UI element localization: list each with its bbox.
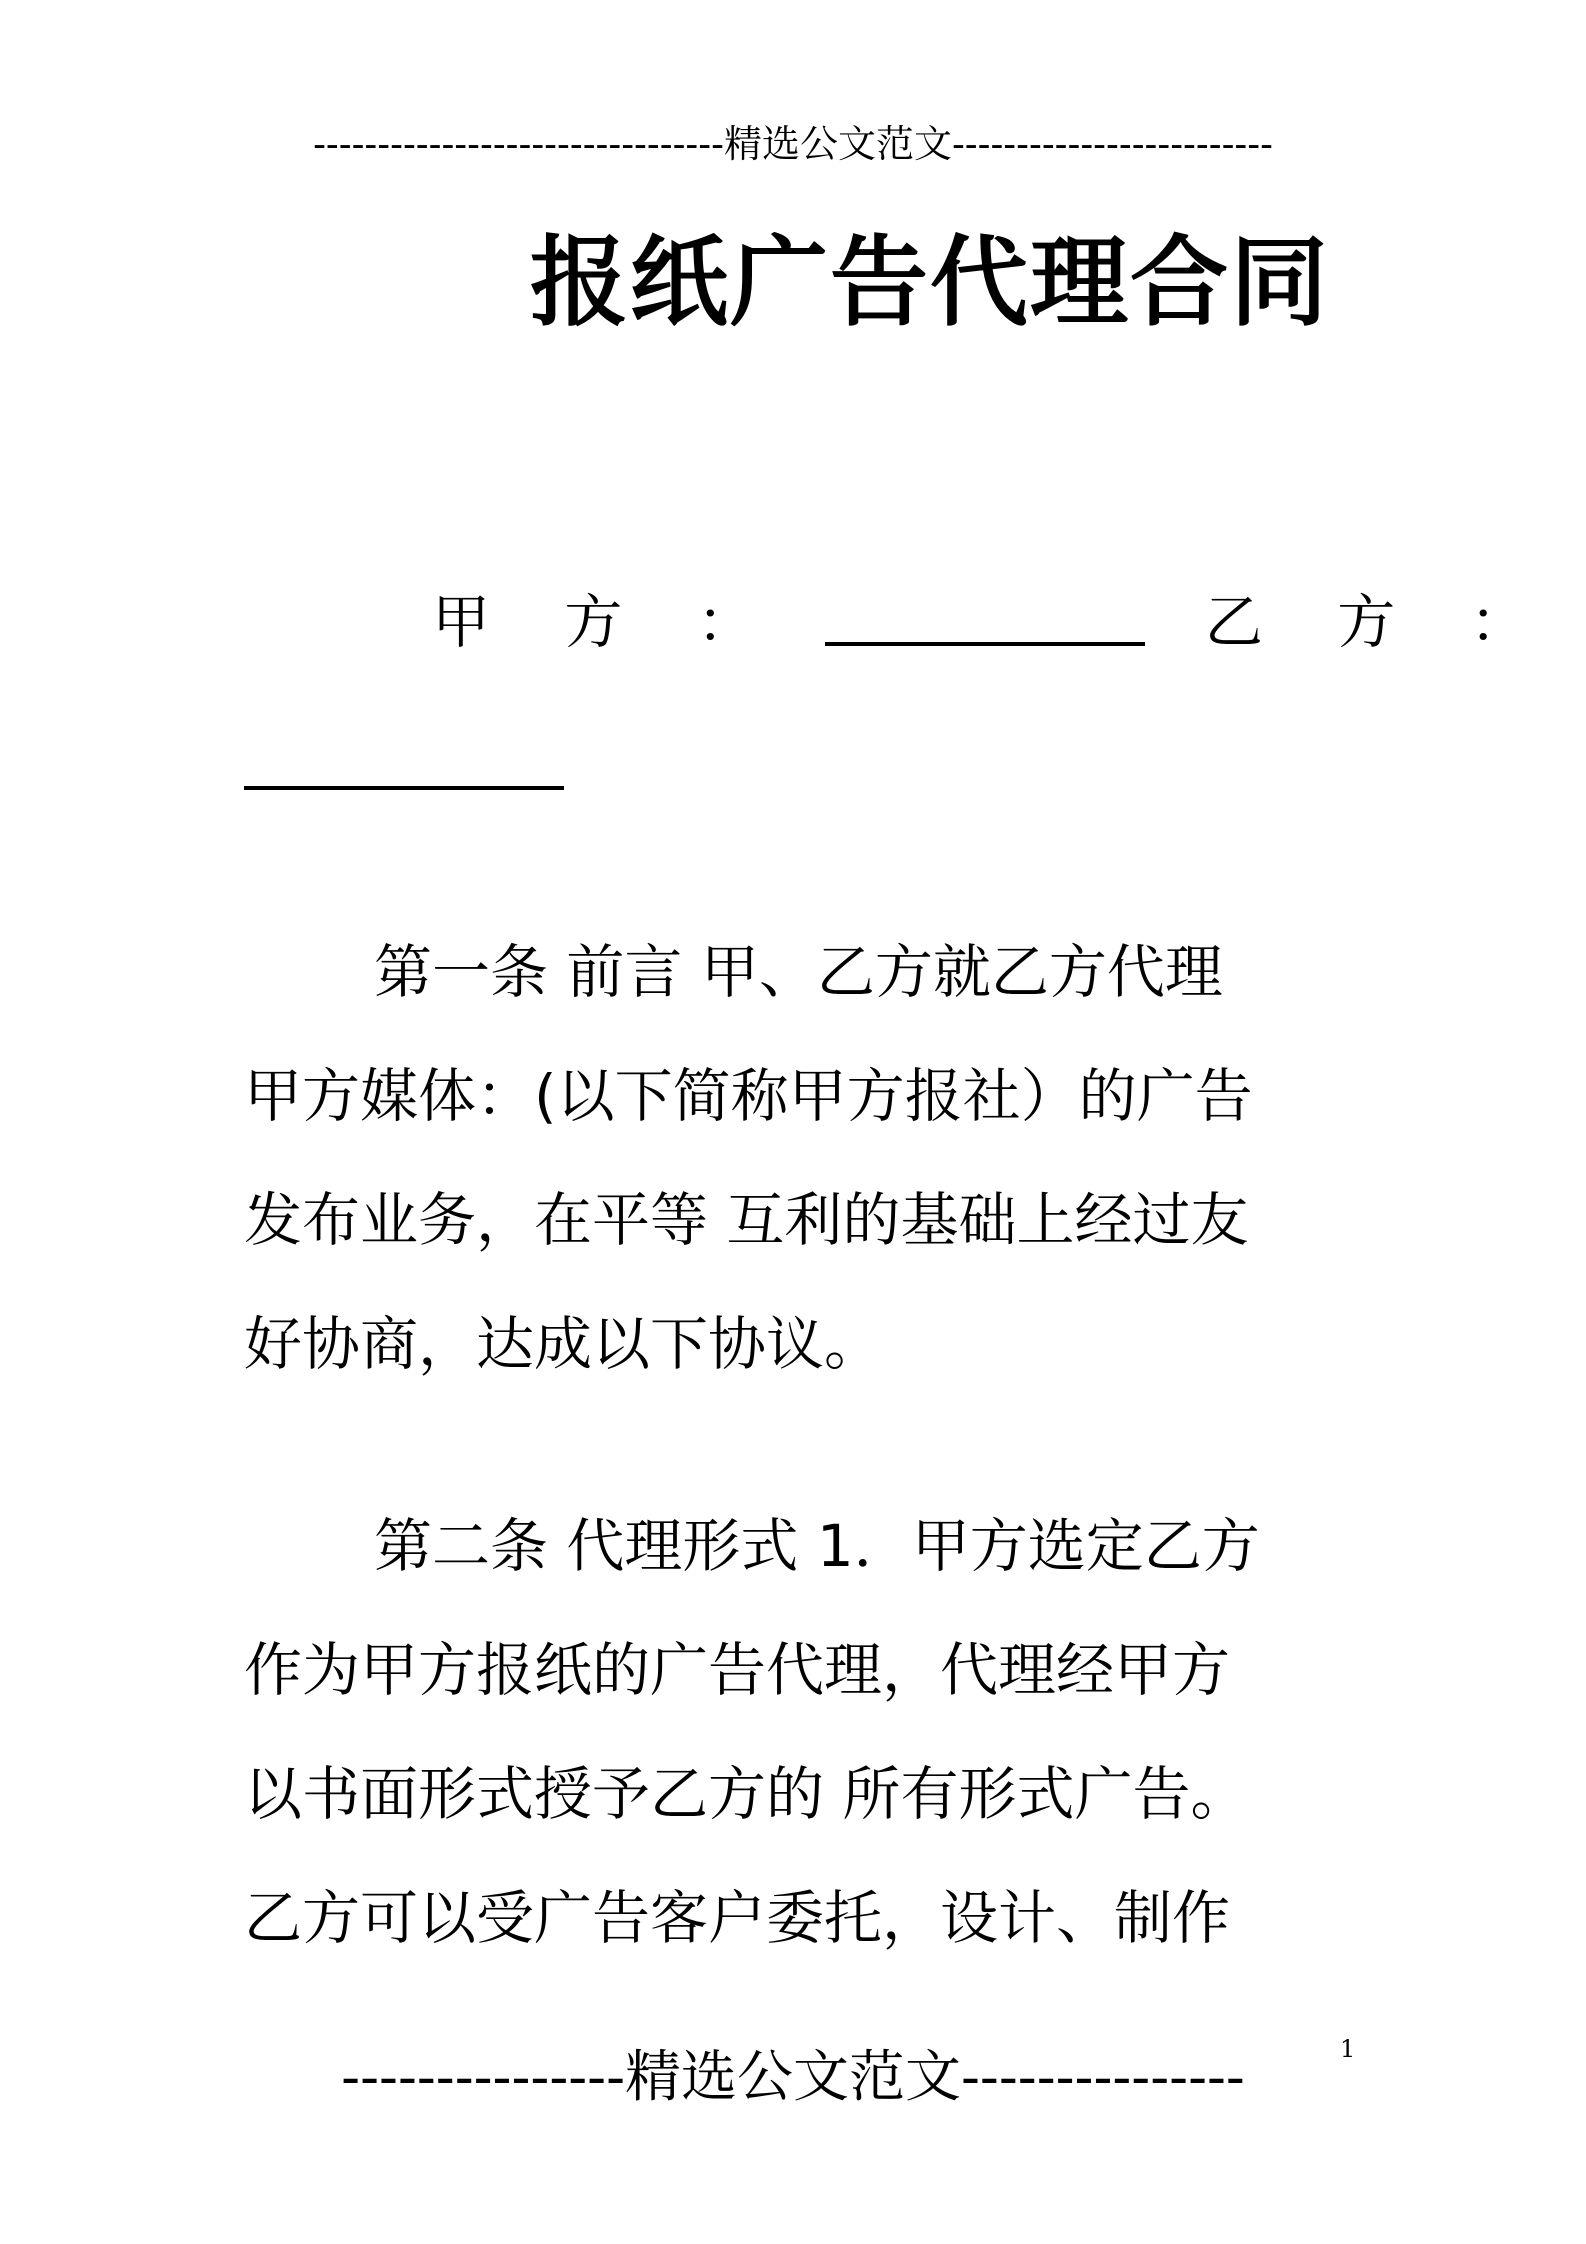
- article-2-line: 第二条 代理形式 1．甲方选定乙方: [374, 1512, 1260, 1580]
- party-b-label: 乙 方 ：: [1204, 588, 1556, 656]
- party-a-blank: [825, 642, 1145, 646]
- article-1-line: 发布业务，在平等 互利的基础上经过友: [244, 1186, 1249, 1254]
- document-title: 报纸广告代理合同: [530, 226, 1331, 340]
- article-2-line: 以书面形式授予乙方的 所有形式广告。: [244, 1760, 1249, 1828]
- article-2-line: 作为甲方报纸的广告代理，代理经甲方: [244, 1636, 1231, 1704]
- article-1: [244, 910, 1354, 1406]
- article-1-line: 好协商，达成以下协议。: [244, 1310, 883, 1378]
- article-1-line: 甲方媒体：(以下简称甲方报社）的广告: [244, 1062, 1253, 1130]
- article-2-line: 乙方可以受广告客户委托，设计、制作: [244, 1884, 1231, 1952]
- parties-line: [432, 560, 1556, 684]
- page-header: --------------------------------精选公文范文-------------------------: [313, 122, 1273, 166]
- party-b-blank: [244, 786, 564, 790]
- party-a-label: 甲 方 ：: [432, 588, 783, 656]
- page-footer: ---------------精选公文范文---------------: [341, 2045, 1245, 2110]
- page-number: 1: [1340, 2035, 1356, 2063]
- article-2: [244, 1484, 1354, 1980]
- article-1-line: 第一条 前言 甲、乙方就乙方代理: [374, 938, 1223, 1006]
